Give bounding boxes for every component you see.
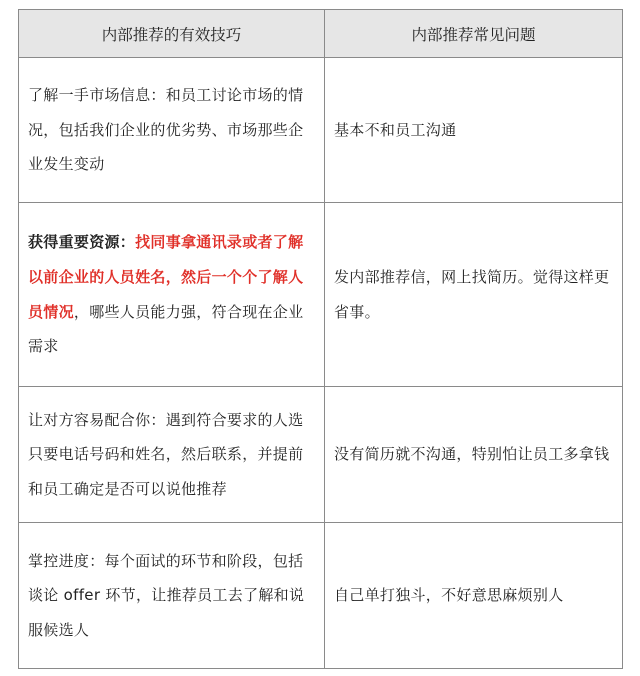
table-row bbox=[19, 387, 623, 523]
tip-lead: 让对方容易配合你： bbox=[28, 410, 166, 429]
problem-cell: 发内部推荐信，网上找简历。觉得这样更省事。 bbox=[325, 203, 623, 387]
tip-cell bbox=[19, 203, 325, 387]
tip-cell bbox=[19, 387, 325, 523]
table-row bbox=[19, 523, 623, 669]
tip-text: 遇到符合要求的人选只要电话号码和姓名，然后联系，并提前和员工确定是否可以说他推荐 bbox=[28, 410, 304, 498]
problem-cell: 没有简历就不沟通，特别怕让员工多拿钱 bbox=[325, 387, 623, 523]
table-row bbox=[19, 58, 623, 203]
tip-lead: 了解一手市场信息： bbox=[28, 86, 166, 105]
problem-cell: 自己单打独斗，不好意思麻烦别人 bbox=[325, 523, 623, 669]
tip-text: 和员工讨论市场的情况，包括我们企业的优劣势、市场那些企业发生变动 bbox=[28, 86, 304, 174]
tip-lead: 掌控进度： bbox=[28, 551, 105, 570]
tip-highlight: 找同事拿通讯录或者了解以前企业的人员姓名，然后一个个了解人员情况 bbox=[28, 233, 304, 321]
tip-cell bbox=[19, 58, 325, 203]
table-row bbox=[19, 203, 623, 387]
tip-text: 每个面试的环节和阶段，包括谈论 offer 环节，让推荐员工去了解和说服候选人 bbox=[28, 551, 305, 639]
tip-lead: 获得重要资源： bbox=[28, 233, 136, 252]
tip-cell bbox=[19, 523, 325, 669]
tips-table-container bbox=[18, 9, 622, 669]
header-row bbox=[19, 10, 623, 58]
tips-table bbox=[18, 9, 623, 669]
header-common-problems: 内部推荐常见问题 bbox=[325, 10, 623, 58]
tip-text: ，哪些人员能力强，符合现在企业需求 bbox=[28, 302, 304, 356]
header-effective-tips: 内部推荐的有效技巧 bbox=[19, 10, 325, 58]
problem-cell: 基本不和员工沟通 bbox=[325, 58, 623, 203]
